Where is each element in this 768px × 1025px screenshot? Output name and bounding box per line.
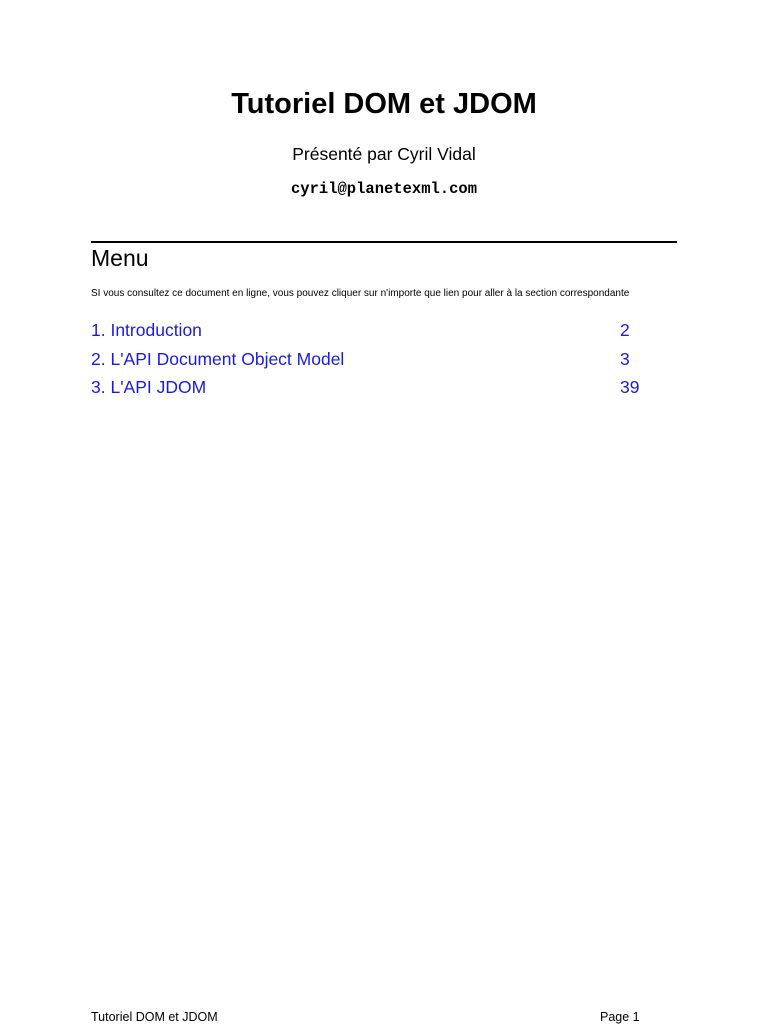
section-divider — [91, 241, 677, 243]
footer-page-number: Page 1 — [600, 1010, 640, 1024]
menu-note: SI vous consultez ce document en ligne, vous pouvez cliquer sur n'importe que lien pour aller à la section correspondante — [91, 288, 630, 299]
footer-title: Tutoriel DOM et JDOM — [91, 1010, 218, 1024]
toc-item-label: 3. L'API JDOM — [91, 377, 207, 397]
toc-item-label: 1. Introduction — [91, 320, 202, 340]
toc-item-jdom-api[interactable] — [91, 373, 651, 402]
author-email: cyril@planetexml.com — [290, 180, 478, 198]
toc-item-introduction[interactable] — [91, 316, 651, 345]
toc-item-page: 2 — [620, 320, 630, 340]
toc-item-dom-api[interactable] — [91, 345, 651, 374]
menu-heading: Menu — [91, 245, 149, 271]
toc-item-page: 3 — [620, 348, 630, 369]
author-line: Présenté par Cyril Vidal — [292, 144, 476, 164]
table-of-contents — [91, 316, 651, 402]
page-title: Tutoriel DOM et JDOM — [231, 88, 537, 120]
toc-item-page: 39 — [620, 377, 640, 397]
toc-item-label: 2. L'API Document Object Model — [91, 348, 345, 369]
